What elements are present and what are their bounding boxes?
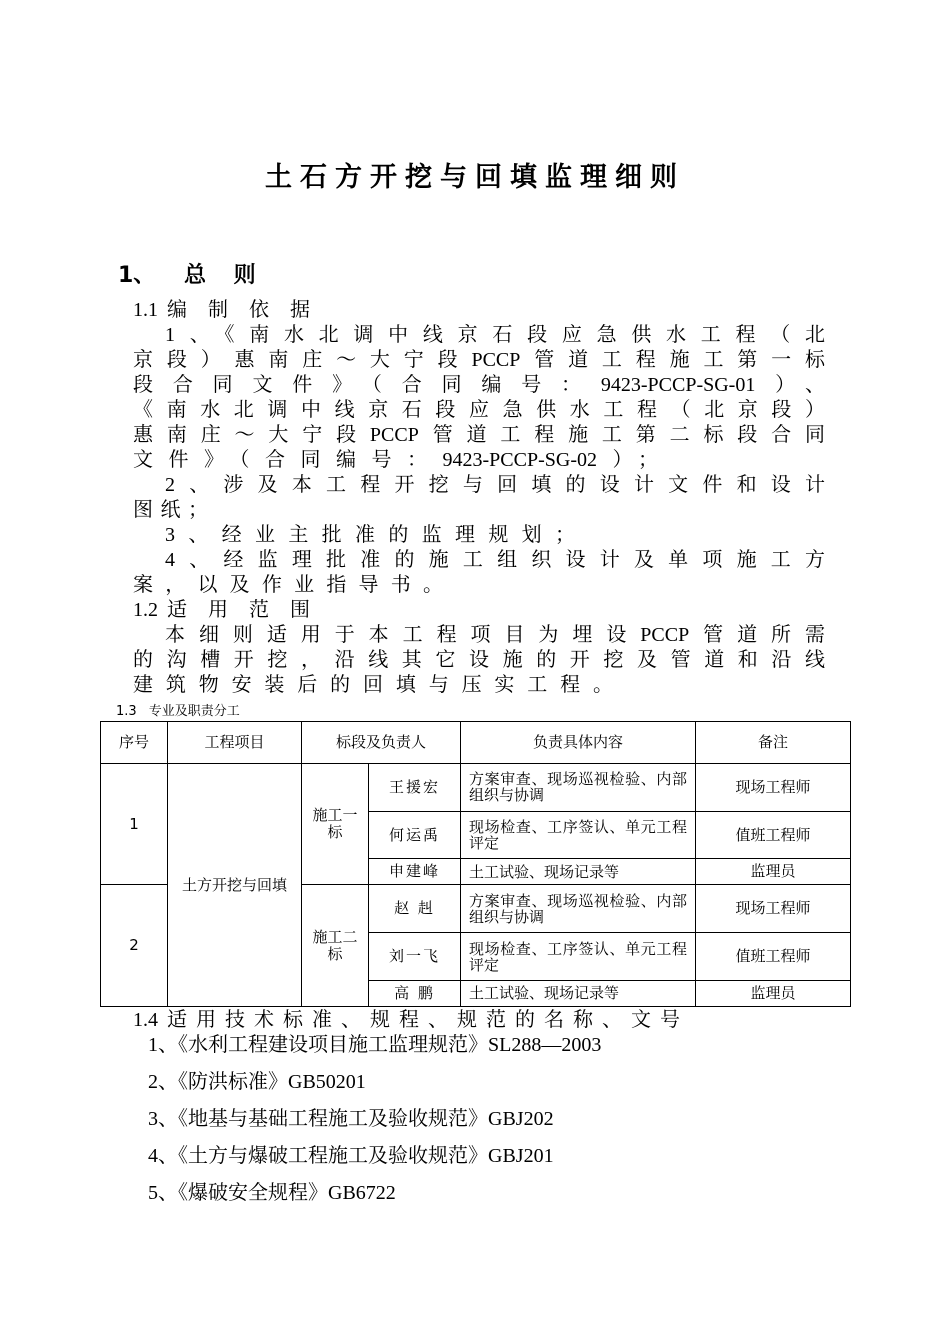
person-cell: 何运禹 xyxy=(369,811,461,859)
header-project: 工程项目 xyxy=(168,722,302,764)
section-1-4-number: 1.4 xyxy=(133,1009,158,1031)
content-cell: 方案审查、现场巡视检验、内部组织与协调 xyxy=(461,764,696,812)
section-1-3-number: 1.3 xyxy=(116,704,137,719)
paragraph-line: 文件》（合同编号：9423-PCCP-SG-02）； xyxy=(133,449,658,471)
person-cell: 王援宏 xyxy=(369,764,461,812)
note-cell: 值班工程师 xyxy=(696,811,851,859)
section-1-4-heading xyxy=(133,1008,689,1033)
paragraph-line: 1、《南水北调中线京石段应急供水工程（北 xyxy=(165,324,825,346)
paragraph-line: 惠南庄～大宁段PCCP管道工程施工第二标段合同 xyxy=(133,424,825,446)
standard-item: 4、《土方与爆破工程施工及验收规范》GBJ201 xyxy=(148,1145,554,1167)
content-cell: 土工试验、现场记录等 xyxy=(461,859,696,885)
standard-item: 5、《爆破安全规程》GB6722 xyxy=(148,1182,396,1204)
standard-item: 3、《地基与基础工程施工及验收规范》GBJ202 xyxy=(148,1108,554,1130)
section-1-1-title: 编 制 依 据 xyxy=(167,299,318,321)
table-row xyxy=(101,764,851,812)
seq-cell: 1 xyxy=(101,764,168,885)
content-cell: 土工试验、现场记录等 xyxy=(461,980,696,1006)
note-cell: 现场工程师 xyxy=(696,764,851,812)
paragraph-line: 图纸； xyxy=(133,499,208,521)
section-cell: 施工一标 xyxy=(302,764,369,885)
section-1-number: 1、 xyxy=(118,263,156,288)
section-1-4-title: 适用技术标准、规程、规范的名称、文号 xyxy=(167,1009,689,1031)
section-cell: 施工二标 xyxy=(302,885,369,1007)
person-cell: 申建峰 xyxy=(369,859,461,885)
person-cell: 赵 赳 xyxy=(369,885,461,933)
note-cell: 监理员 xyxy=(696,980,851,1006)
paragraph-line: 案，以及作业指导书。 xyxy=(133,574,443,596)
header-section-person: 标段及负责人 xyxy=(302,722,461,764)
section-1-1-heading xyxy=(133,298,318,323)
paragraph-line: 4、经监理批准的施工组织设计及单项施工方 xyxy=(165,549,825,571)
person-cell: 刘一飞 xyxy=(369,933,461,981)
content-cell: 现场检查、工序签认、单元工程评定 xyxy=(461,811,696,859)
section-1-heading xyxy=(118,258,266,289)
paragraph-line: 建筑物安装后的回填与压实工程。 xyxy=(133,674,613,696)
content-cell: 方案审查、现场巡视检验、内部组织与协调 xyxy=(461,885,696,933)
document-title: 土石方开挖与回填监理细则 xyxy=(265,162,685,193)
paragraph-line: 京段）惠南庄～大宁段PCCP管道工程施工第一标 xyxy=(133,349,825,371)
paragraph-line: 3、经业主批准的监理规划； xyxy=(165,524,575,546)
section-1-3-caption xyxy=(116,700,240,719)
note-cell: 监理员 xyxy=(696,859,851,885)
seq-cell: 2 xyxy=(101,885,168,1007)
paragraph-line: 《南水北调中线京石段应急供水工程（北京段） xyxy=(133,399,825,421)
section-1-2-number: 1.2 xyxy=(133,599,158,621)
duty-table xyxy=(100,721,851,1007)
content-cell: 现场检查、工序签认、单元工程评定 xyxy=(461,933,696,981)
project-cell: 土方开挖与回填 xyxy=(168,764,302,1007)
header-seq: 序号 xyxy=(101,722,168,764)
standard-item: 1、《水利工程建设项目施工监理规范》SL288—2003 xyxy=(148,1034,602,1056)
paragraph-line: 的沟槽开挖，沿线其它设施的开挖及管道和沿线 xyxy=(133,649,825,671)
table-header-row xyxy=(101,722,851,764)
standard-item: 2、《防洪标准》GB50201 xyxy=(148,1071,366,1093)
section-1-title: 总 则 xyxy=(184,263,266,288)
header-note: 备注 xyxy=(696,722,851,764)
section-1-2-title: 适 用 范 围 xyxy=(167,599,318,621)
section-1-2-heading xyxy=(133,598,318,623)
paragraph-line: 本细则适用于本工程项目为埋设PCCP管道所需 xyxy=(165,624,825,646)
note-cell: 值班工程师 xyxy=(696,933,851,981)
section-1-1-number: 1.1 xyxy=(133,299,158,321)
section-1-3-title: 专业及职责分工 xyxy=(148,704,240,719)
paragraph-line: 2、涉及本工程开挖与回填的设计文件和设计 xyxy=(165,474,825,496)
note-cell: 现场工程师 xyxy=(696,885,851,933)
person-cell: 高 鹏 xyxy=(369,980,461,1006)
header-content: 负责具体内容 xyxy=(461,722,696,764)
paragraph-line: 段合同文件》（合同编号：9423-PCCP-SG-01）、 xyxy=(133,374,825,396)
